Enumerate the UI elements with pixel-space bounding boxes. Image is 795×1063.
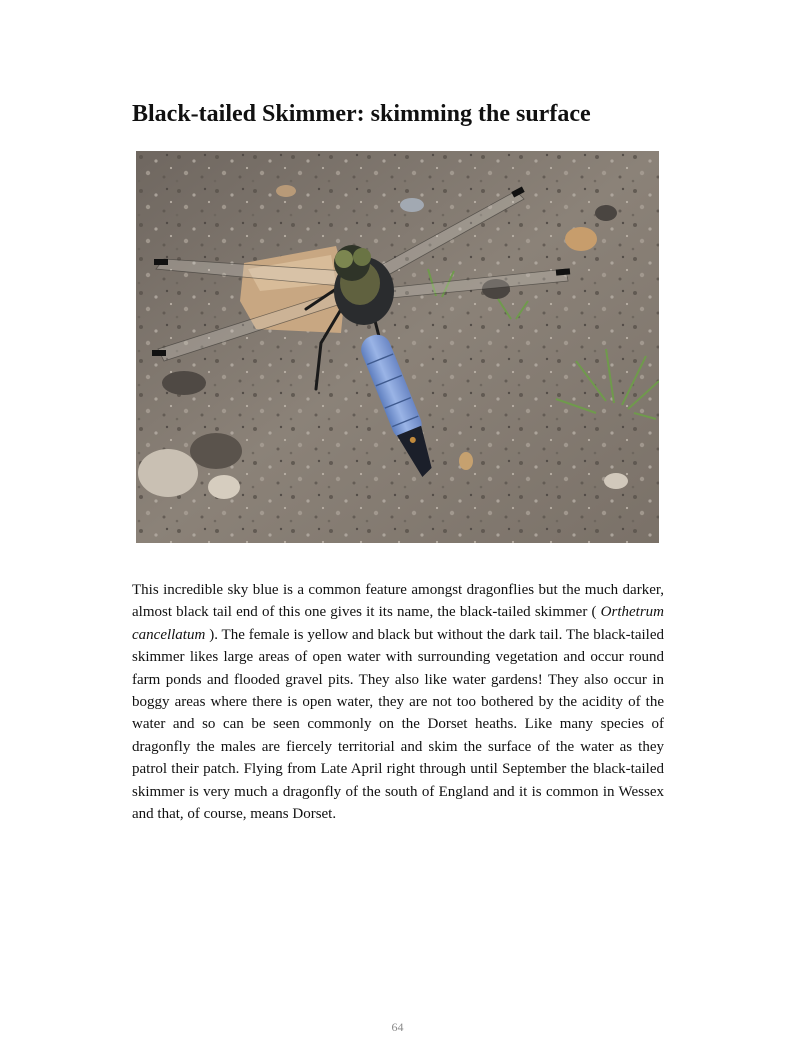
species-name: Orthetrum cancellatum: [132, 604, 664, 643]
body-text-part2: ). The female is yellow and black but without the dark tail. The black-tailed skimmer likes large areas of open water with surrounding vegetation and occur round farm ponds and flooded gravel pits. They also like water gardens! They also occur in boggy areas where there is open water, they are not too bothered by the acidity of the water and so can be seen commonly on the Dorset heaths. Like many species of dragonfly the males are fiercely territorial and skim the surface of the water as they patrol their patch. Flying from Late April right through until September the black-tailed skimmer is very much a dragonfly of the south of England and it is common in Wessex and that, of course, means Dorset.: [132, 626, 664, 823]
page-number: 64: [391, 1020, 404, 1034]
body-paragraph: [132, 579, 664, 825]
body-text-part1: This incredible sky blue is a common feature amongst dragonflies but the much darker, almost black tail end of this one gives it its name, the black-tailed skimmer (: [132, 582, 664, 621]
page-title: Black-tailed Skimmer: skimming the surface: [132, 101, 591, 127]
dragonfly-photo: [136, 151, 659, 543]
